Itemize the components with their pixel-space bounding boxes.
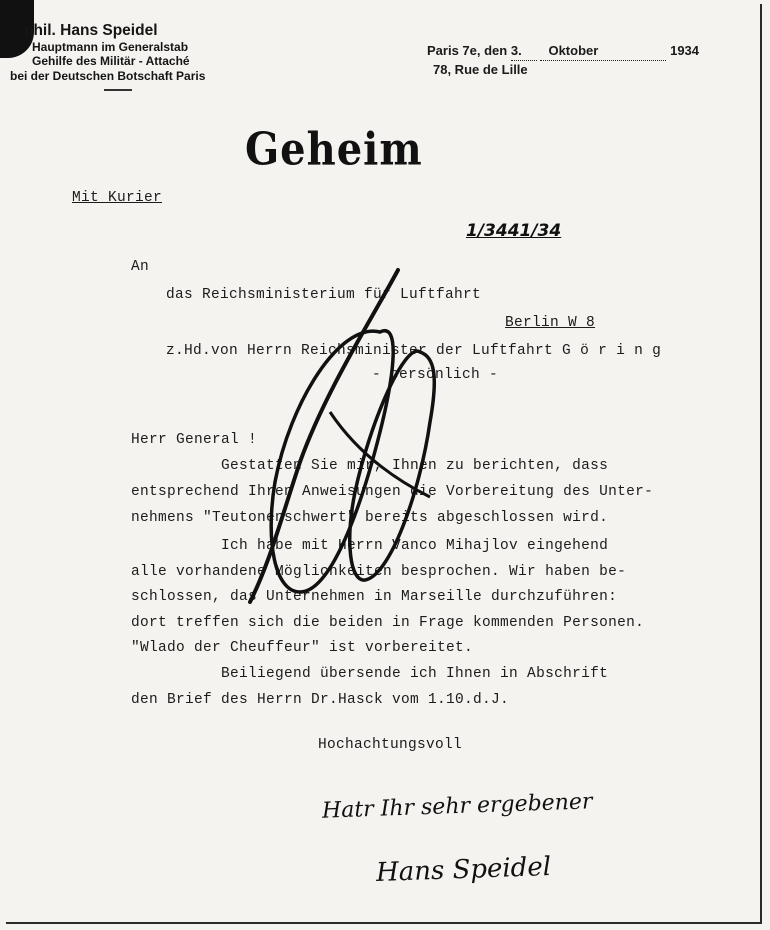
- body-line: entsprechend Ihren Anweisungen die Vorbereitung des Unter-: [131, 484, 654, 500]
- body-line: dort treffen sich die beiden in Frage kommenden Personen.: [131, 615, 645, 631]
- body-line: den Brief des Herrn Dr.Hasck vom 1.10.d.J.: [131, 692, 510, 708]
- body-line: nehmens "Teutonenschwert" bereits abgeschlossen wird.: [131, 510, 609, 526]
- handwritten-signature: Hans Speidel: [375, 851, 552, 889]
- letterhead: [10, 22, 205, 91]
- salutation: Herr General !: [131, 432, 258, 448]
- body-line: Ich habe mit Herrn Vanco Mihajlov eingehend: [131, 538, 609, 554]
- handwritten-closing: Hatr Ihr sehr ergebener: [321, 789, 593, 824]
- letterhead-name: phil. Hans Speidel: [24, 22, 158, 39]
- recipient-attention: z.Hd.von Herrn Reichsminister der Luftfahrt G ö r i n g: [166, 343, 662, 359]
- date-day: 3.: [511, 42, 537, 61]
- secret-stamp: Geheim: [245, 123, 423, 176]
- place-date: [427, 42, 699, 80]
- closing: Hochachtungsvoll: [318, 737, 463, 753]
- place-city: Paris 7e, den: [427, 43, 508, 58]
- date-year: 1934: [670, 43, 700, 58]
- body-line: schlossen, das Unternehmen in Marseille durchzuführen:: [131, 589, 618, 605]
- body-line: Beiliegend übersende ich Ihnen in Abschrift: [131, 666, 609, 682]
- body-line: "Wlado der Cheuffeur" ist vorbereitet.: [131, 640, 474, 656]
- recipient-ministry: das Reichsministerium für Luftfahrt: [166, 287, 482, 303]
- letterhead-embassy: bei der Deutschen Botschaft Paris: [10, 68, 206, 83]
- date-month: Oktober: [540, 42, 666, 61]
- courier-note: Mit Kurier: [72, 190, 163, 206]
- body-line: Gestatten Sie mir, Ihnen zu berichten, dass: [131, 458, 609, 474]
- reference-number: 1/3441/34: [466, 221, 562, 241]
- recipient-city: Berlin W 8: [505, 315, 596, 331]
- letterhead-rule: [104, 89, 132, 91]
- place-street: 78, Rue de Lille: [433, 62, 528, 78]
- letterhead-rank: Hauptmann im Generalstab: [32, 40, 189, 55]
- letterhead-position: Gehilfe des Militär - Attaché: [32, 54, 190, 69]
- body-line: alle vorhandene Möglichkeiten besprochen. Wir haben be-: [131, 564, 627, 580]
- recipient-an: An: [131, 259, 150, 275]
- recipient-personal: - persönlich -: [372, 367, 499, 383]
